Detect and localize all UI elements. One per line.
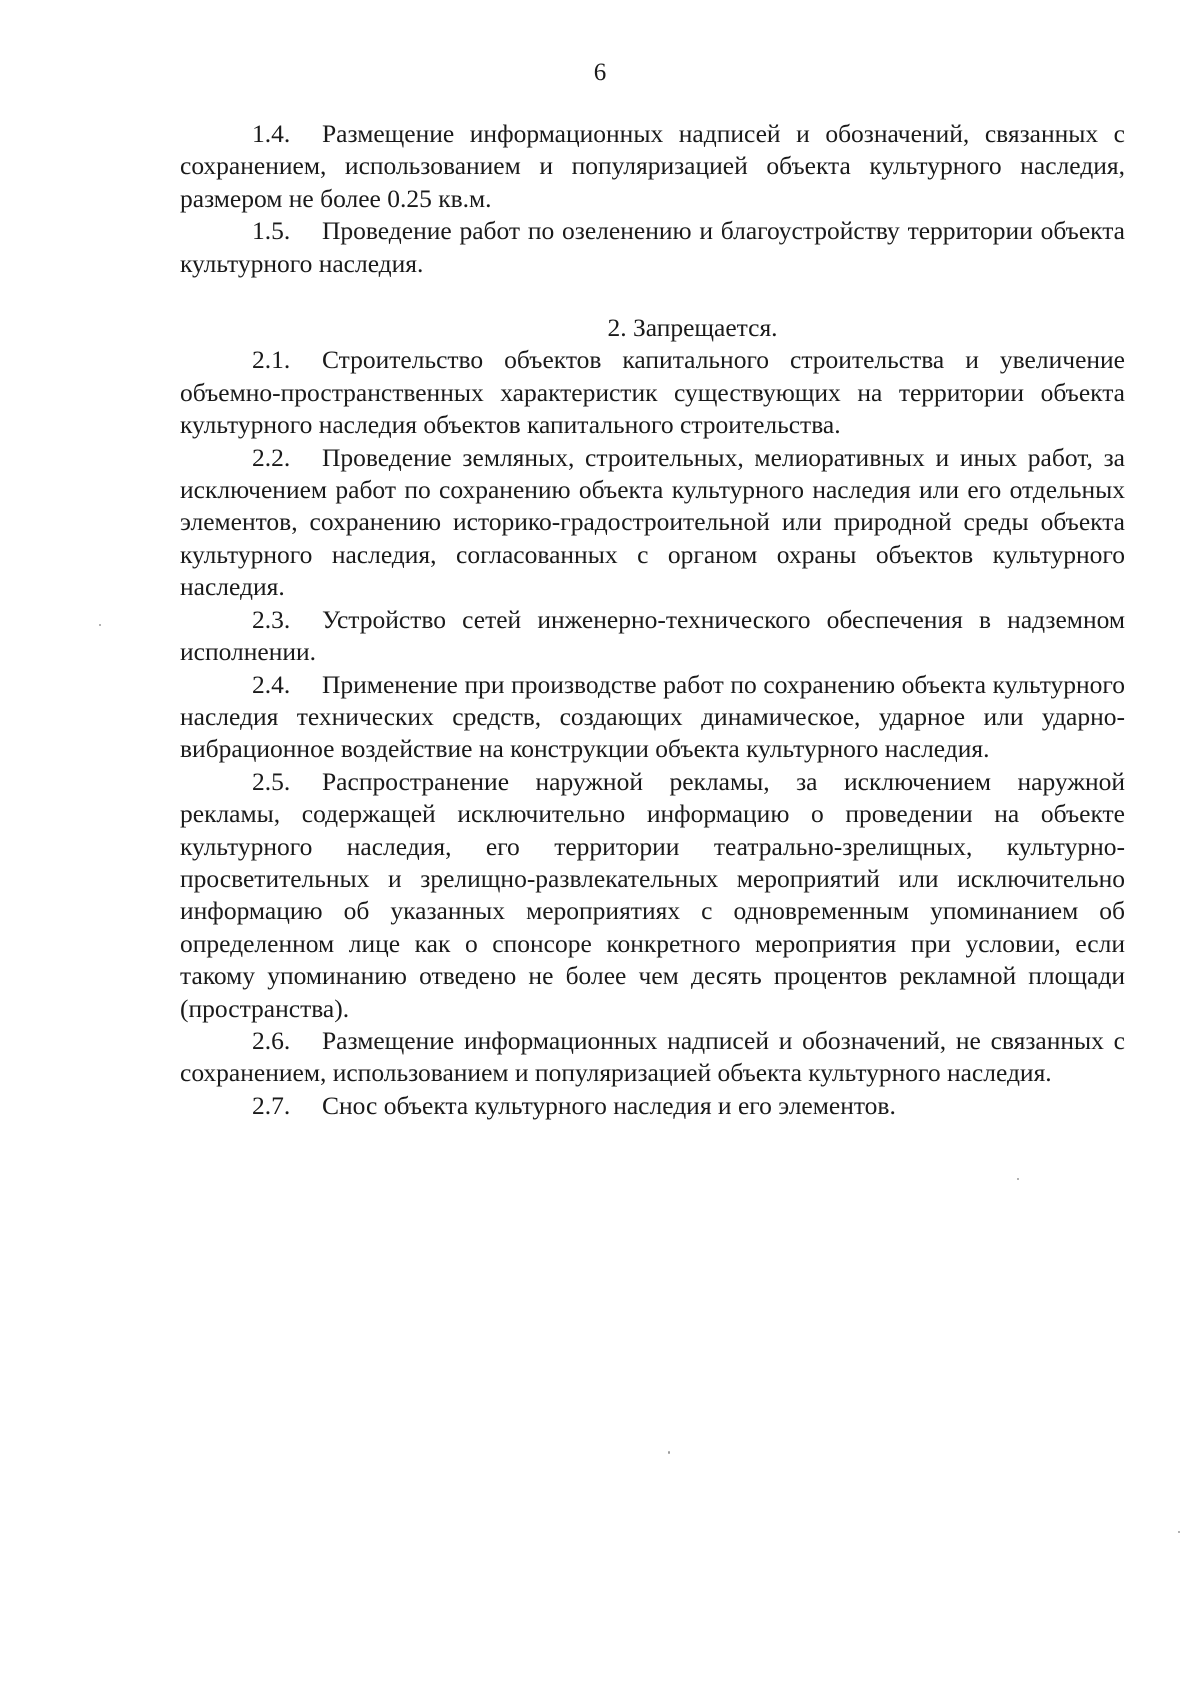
paragraph-1-4: [180, 118, 1125, 215]
item-number: 2.5.: [252, 766, 291, 796]
paragraph-2-1: [180, 344, 1125, 441]
item-text: Снос объекта культурного наследия и его элементов.: [322, 1090, 896, 1120]
scan-speck: [668, 1451, 670, 1454]
paragraph-2-2: [180, 442, 1125, 604]
page-number: 6: [593, 59, 607, 86]
item-text: Устройство сетей инженерно-технического обеспечения в надземном исполнении.: [180, 604, 1125, 667]
item-number: 2.2.: [252, 442, 291, 472]
item-text: Проведение земляных, строительных, мелиоративных и иных работ, за исключением работ по сохранению объекта культурного наследия или его отдельных элементов, сохранению историко-градостроительной или природной среды объекта культурного наследия, согласованных с органом охраны объектов культурного наследия.: [180, 442, 1125, 602]
item-text: Проведение работ по озеленению и благоустройству территории объекта культурного наследия.: [180, 216, 1125, 278]
item-number: 2.4.: [252, 669, 291, 699]
scan-speck: [1017, 1178, 1019, 1180]
document-body: [180, 118, 1125, 1122]
paragraph-2-4: [180, 669, 1125, 766]
scan-speck: [99, 624, 101, 626]
item-text: Строительство объектов капитального строительства и увеличение объемно-пространственных характеристик существующих на территории объекта культурного наследия объектов капитального строительства.: [180, 345, 1125, 440]
item-text: Распространение наружной рекламы, за исключением наружной рекламы, содержащей исключительно информацию о проведении на объекте культурного наследия, его территории театрально-зрелищных, культурно-просветительных и зрелищно-развлекательных мероприятий или исключительно информацию об указанных мероприятиях с одновременным упоминанием об определенном лице как о спонсоре конкретного мероприятия при условии, если такому упоминанию отведено не более чем десять процентов рекламной площади (пространства).: [180, 766, 1125, 1023]
item-text: Размещение информационных надписей и обозначений, не связанных с сохранением, использованием и популяризацией объекта культурного наследия.: [180, 1025, 1125, 1088]
paragraph-2-6: [180, 1025, 1125, 1090]
scan-speck: [1178, 1531, 1180, 1533]
paragraph-2-5: [180, 766, 1125, 1025]
item-number: 2.6.: [252, 1025, 291, 1055]
item-number: 2.3.: [252, 604, 291, 634]
paragraph-1-5: [180, 215, 1125, 280]
item-number: 1.5.: [252, 216, 291, 246]
item-number: 1.4.: [252, 119, 291, 148]
section-heading: 2. Запрещается.: [607, 313, 778, 343]
paragraph-2-3: [180, 604, 1125, 669]
paragraph-2-7: [180, 1090, 1125, 1122]
item-number: 2.1.: [252, 345, 291, 375]
item-text: Применение при производстве работ по сохранению объекта культурного наследия технических средств, создающих динамическое, ударное или ударно-вибрационное воздействие на конструкции объекта культурного наследия.: [180, 669, 1125, 764]
item-text: Размещение информационных надписей и обозначений, связанных с сохранением, использованием и популяризацией объекта культурного наследия, размером не более 0.25 кв.м.: [180, 119, 1125, 213]
item-number: 2.7.: [252, 1090, 291, 1120]
